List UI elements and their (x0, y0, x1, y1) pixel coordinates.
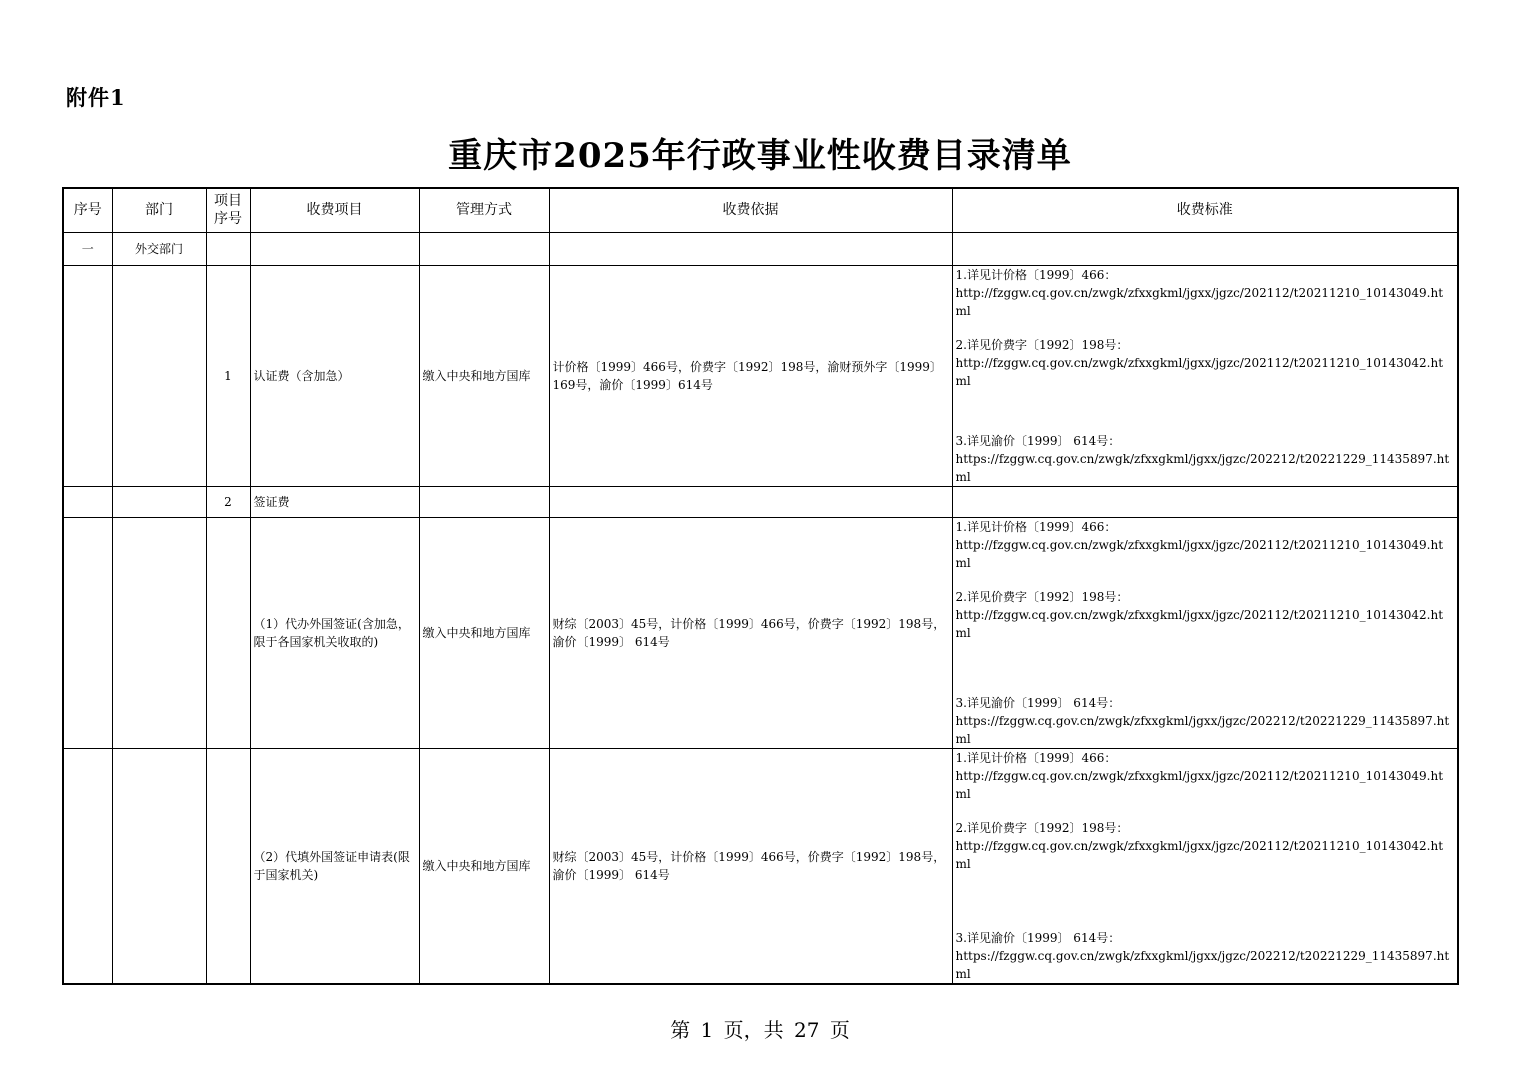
col-header-index: 序号 (63, 188, 112, 232)
standard-link[interactable]: https://fzggw.cq.gov.cn/zwgk/zfxxgkml/jgxx/jgzc/202212/t20221229_11435897.html (955, 451, 1450, 484)
department-name: 外交部门 (112, 232, 206, 265)
fee-standard (952, 748, 1458, 984)
standard-link[interactable]: https://fzggw.cq.gov.cn/zwgk/zfxxgkml/jgxx/jgzc/202212/t20221229_11435897.html (955, 948, 1450, 981)
table-header-row (63, 188, 1458, 232)
fee-standard (952, 265, 1458, 486)
fee-catalog-table (62, 187, 1459, 985)
standard-label: 3.详见渝价〔1999〕 614号： (955, 930, 1121, 945)
col-header-basis: 收费依据 (549, 188, 952, 232)
item-no: 1 (206, 265, 250, 486)
standard-link[interactable]: http://fzggw.cq.gov.cn/zwgk/zfxxgkml/jgxx/jgzc/202112/t20211210_10143042.html (955, 838, 1444, 871)
item-name: 认证费（含加急） (250, 265, 419, 486)
table-row (63, 748, 1458, 984)
management-method: 缴入中央和地方国库 (419, 265, 549, 486)
standard-label: 3.详见渝价〔1999〕 614号： (955, 695, 1121, 710)
fee-standard (952, 517, 1458, 748)
page-title: 重庆市2025年行政事业性收费目录清单 (448, 136, 1072, 176)
standard-link[interactable]: http://fzggw.cq.gov.cn/zwgk/zfxxgkml/jgxx/jgzc/202112/t20211210_10143042.html (955, 607, 1444, 640)
table-row (63, 517, 1458, 748)
col-header-department: 部门 (112, 188, 206, 232)
item-no: 2 (206, 486, 250, 517)
standard-link[interactable]: http://fzggw.cq.gov.cn/zwgk/zfxxgkml/jgxx/jgzc/202112/t20211210_10143049.html (955, 537, 1444, 570)
standard-label: 1.详见计价格〔1999〕466： (955, 750, 1117, 765)
page-footer (0, 1014, 1520, 1043)
col-header-standard: 收费标准 (952, 188, 1458, 232)
department-row (63, 232, 1458, 265)
standard-label: 2.详见价费字〔1992〕198号： (955, 820, 1129, 835)
standard-link[interactable]: http://fzggw.cq.gov.cn/zwgk/zfxxgkml/jgxx/jgzc/202112/t20211210_10143049.html (955, 285, 1444, 318)
item-name: （2）代填外国签证申请表(限于国家机关) (250, 748, 419, 984)
attachment-label: 附件1 (66, 85, 126, 110)
footer-total-pages: 27 (794, 1018, 820, 1042)
col-header-item: 收费项目 (250, 188, 419, 232)
table-row (63, 486, 1458, 517)
standard-label: 1.详见计价格〔1999〕466： (955, 519, 1117, 534)
footer-prefix: 第 (670, 1018, 691, 1042)
management-method: 缴入中央和地方国库 (419, 517, 549, 748)
standard-label: 3.详见渝价〔1999〕 614号： (955, 433, 1121, 448)
item-name: 签证费 (250, 486, 419, 517)
standard-label: 1.详见计价格〔1999〕466： (955, 267, 1117, 282)
footer-suffix: 页 (829, 1018, 850, 1042)
col-header-management: 管理方式 (419, 188, 549, 232)
standard-link[interactable]: http://fzggw.cq.gov.cn/zwgk/zfxxgkml/jgxx/jgzc/202112/t20211210_10143049.html (955, 768, 1444, 801)
standard-label: 2.详见价费字〔1992〕198号： (955, 337, 1129, 352)
fee-basis: 计价格〔1999〕466号，价费字〔1992〕198号，渝财预外字〔1999〕169号，渝价〔1999〕614号 (549, 265, 952, 486)
fee-basis: 财综〔2003〕45号，计价格〔1999〕466号，价费字〔1992〕198号，渝价〔1999〕 614号 (549, 517, 952, 748)
management-method: 缴入中央和地方国库 (419, 748, 549, 984)
item-name: （1）代办外国签证(含加急，限于各国家机关收取的) (250, 517, 419, 748)
table-row (63, 265, 1458, 486)
standard-link[interactable]: https://fzggw.cq.gov.cn/zwgk/zfxxgkml/jgxx/jgzc/202212/t20221229_11435897.html (955, 713, 1450, 746)
department-index: 一 (63, 232, 112, 265)
fee-basis: 财综〔2003〕45号，计价格〔1999〕466号，价费字〔1992〕198号，渝价〔1999〕 614号 (549, 748, 952, 984)
standard-label: 2.详见价费字〔1992〕198号： (955, 589, 1129, 604)
col-header-item-no: 项目 序号 (206, 188, 250, 232)
footer-page-number: 1 (700, 1018, 714, 1042)
standard-link[interactable]: http://fzggw.cq.gov.cn/zwgk/zfxxgkml/jgxx/jgzc/202112/t20211210_10143042.html (955, 355, 1444, 388)
footer-mid: 页，共 (723, 1018, 784, 1042)
